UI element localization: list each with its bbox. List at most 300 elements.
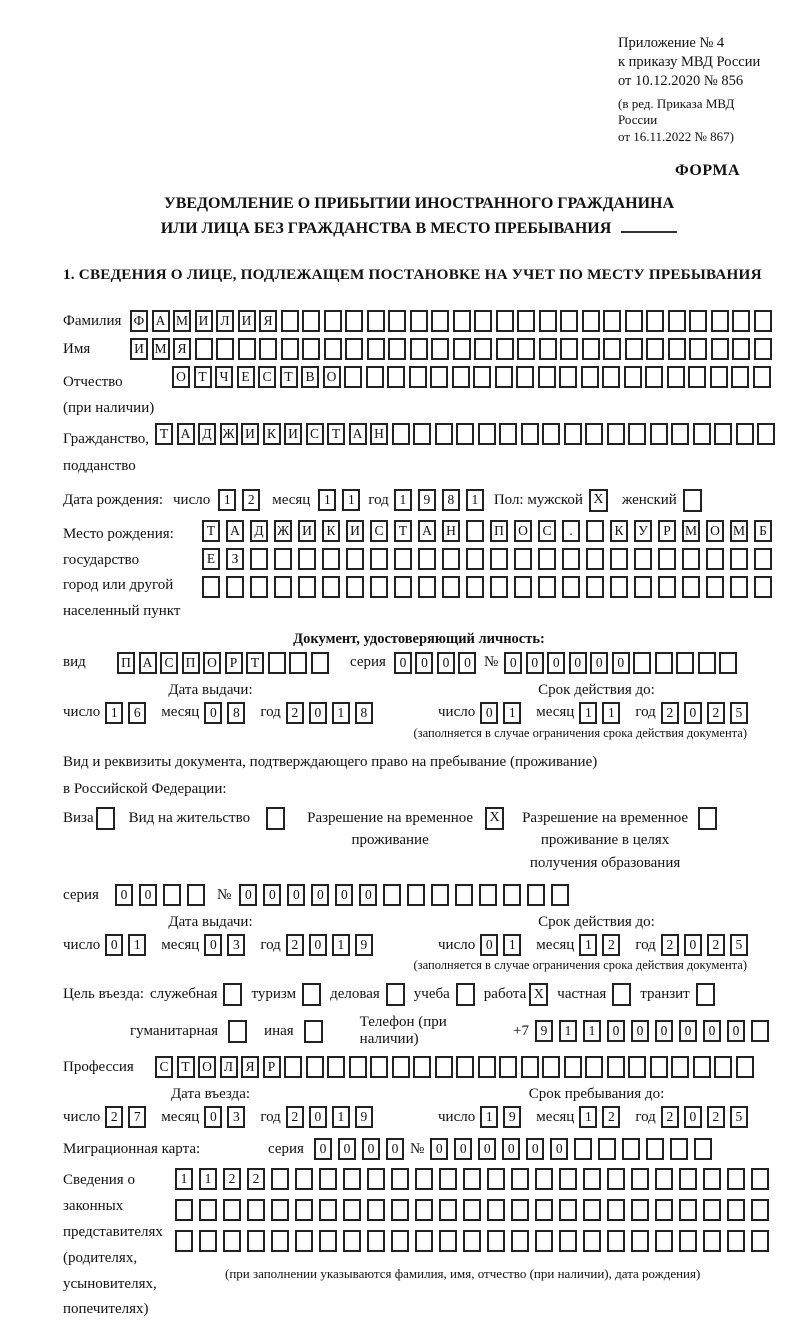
char-cell[interactable]: В bbox=[301, 366, 319, 388]
char-cell[interactable]: С bbox=[538, 520, 556, 542]
char-cell[interactable] bbox=[560, 310, 578, 332]
char-cell[interactable]: Л bbox=[216, 310, 234, 332]
char-cell[interactable]: И bbox=[298, 520, 316, 542]
char-cell[interactable]: 1 bbox=[105, 702, 123, 724]
char-cell[interactable]: 2 bbox=[247, 1168, 265, 1190]
char-cell[interactable]: С bbox=[155, 1056, 173, 1078]
char-cell[interactable]: 0 bbox=[309, 934, 327, 956]
char-cell[interactable]: 3 bbox=[227, 1106, 245, 1128]
char-cell[interactable]: А bbox=[177, 423, 195, 445]
char-cell[interactable] bbox=[751, 1230, 769, 1252]
char-cell[interactable]: 2 bbox=[286, 702, 304, 724]
char-cell[interactable] bbox=[732, 338, 750, 360]
char-cell[interactable] bbox=[271, 1230, 289, 1252]
char-cell[interactable] bbox=[413, 423, 431, 445]
char-cell[interactable]: 0 bbox=[362, 1138, 380, 1160]
char-cell[interactable] bbox=[562, 576, 580, 598]
char-cell[interactable] bbox=[163, 884, 181, 906]
purpose-transit-checkbox[interactable] bbox=[696, 983, 715, 1006]
char-cell[interactable]: Я bbox=[241, 1056, 259, 1078]
char-cell[interactable] bbox=[736, 423, 754, 445]
char-cell[interactable]: А bbox=[139, 652, 157, 674]
char-cell[interactable] bbox=[610, 548, 628, 570]
char-cell[interactable]: 0 bbox=[590, 652, 608, 674]
char-cell[interactable]: 1 bbox=[394, 489, 412, 511]
char-cell[interactable] bbox=[655, 1199, 673, 1221]
char-cell[interactable] bbox=[247, 1199, 265, 1221]
char-cell[interactable] bbox=[625, 338, 643, 360]
char-cell[interactable] bbox=[250, 576, 268, 598]
char-cell[interactable]: Т bbox=[327, 423, 345, 445]
char-cell[interactable] bbox=[670, 1138, 688, 1160]
char-cell[interactable]: 1 bbox=[602, 702, 620, 724]
purpose-humanitarian-checkbox[interactable] bbox=[228, 1020, 247, 1043]
char-cell[interactable] bbox=[727, 1168, 745, 1190]
char-cell[interactable]: Т bbox=[280, 366, 298, 388]
char-cell[interactable] bbox=[439, 1199, 457, 1221]
char-cell[interactable] bbox=[753, 366, 771, 388]
char-cell[interactable] bbox=[473, 366, 491, 388]
char-cell[interactable]: П bbox=[490, 520, 508, 542]
char-cell[interactable]: Ч bbox=[215, 366, 233, 388]
char-cell[interactable]: 8 bbox=[355, 702, 373, 724]
char-cell[interactable] bbox=[394, 548, 412, 570]
char-cell[interactable] bbox=[732, 310, 750, 332]
char-cell[interactable]: 5 bbox=[730, 934, 748, 956]
char-cell[interactable]: У bbox=[634, 520, 652, 542]
char-cell[interactable]: 9 bbox=[503, 1106, 521, 1128]
char-cell[interactable] bbox=[322, 576, 340, 598]
char-cell[interactable] bbox=[517, 310, 535, 332]
char-cell[interactable] bbox=[418, 548, 436, 570]
char-cell[interactable]: 0 bbox=[480, 934, 498, 956]
char-cell[interactable]: 0 bbox=[386, 1138, 404, 1160]
char-cell[interactable]: М bbox=[730, 520, 748, 542]
char-cell[interactable] bbox=[655, 1230, 673, 1252]
char-cell[interactable] bbox=[392, 1056, 410, 1078]
char-cell[interactable]: 1 bbox=[342, 489, 360, 511]
char-cell[interactable]: 0 bbox=[311, 884, 329, 906]
char-cell[interactable] bbox=[431, 338, 449, 360]
char-cell[interactable]: Т bbox=[202, 520, 220, 542]
char-cell[interactable]: 2 bbox=[707, 702, 725, 724]
char-cell[interactable]: 8 bbox=[227, 702, 245, 724]
char-cell[interactable] bbox=[711, 338, 729, 360]
char-cell[interactable] bbox=[216, 338, 234, 360]
char-cell[interactable]: 0 bbox=[526, 1138, 544, 1160]
char-cell[interactable] bbox=[655, 1168, 673, 1190]
char-cell[interactable]: Н bbox=[442, 520, 460, 542]
char-cell[interactable]: 0 bbox=[703, 1020, 721, 1042]
char-cell[interactable] bbox=[250, 548, 268, 570]
char-cell[interactable] bbox=[463, 1199, 481, 1221]
char-cell[interactable]: 2 bbox=[286, 934, 304, 956]
char-cell[interactable] bbox=[349, 1056, 367, 1078]
char-cell[interactable] bbox=[521, 1056, 539, 1078]
char-cell[interactable] bbox=[559, 366, 577, 388]
char-cell[interactable] bbox=[431, 310, 449, 332]
char-cell[interactable] bbox=[452, 366, 470, 388]
char-cell[interactable] bbox=[562, 548, 580, 570]
char-cell[interactable] bbox=[521, 423, 539, 445]
char-cell[interactable] bbox=[324, 310, 342, 332]
char-cell[interactable]: 0 bbox=[359, 884, 377, 906]
char-cell[interactable]: Ф bbox=[130, 310, 148, 332]
char-cell[interactable] bbox=[754, 548, 772, 570]
char-cell[interactable] bbox=[487, 1230, 505, 1252]
char-cell[interactable]: 0 bbox=[727, 1020, 745, 1042]
char-cell[interactable]: Е bbox=[237, 366, 255, 388]
char-cell[interactable] bbox=[319, 1230, 337, 1252]
char-cell[interactable]: 9 bbox=[535, 1020, 553, 1042]
edu-permit-checkbox[interactable] bbox=[698, 807, 717, 830]
char-cell[interactable] bbox=[646, 1138, 664, 1160]
char-cell[interactable]: 2 bbox=[242, 489, 260, 511]
char-cell[interactable] bbox=[466, 576, 484, 598]
char-cell[interactable] bbox=[539, 310, 557, 332]
char-cell[interactable]: 1 bbox=[579, 702, 597, 724]
char-cell[interactable] bbox=[383, 884, 401, 906]
char-cell[interactable] bbox=[603, 310, 621, 332]
char-cell[interactable]: 0 bbox=[335, 884, 353, 906]
char-cell[interactable]: Я bbox=[173, 338, 191, 360]
char-cell[interactable]: О bbox=[706, 520, 724, 542]
temp-permit-checkbox[interactable]: X bbox=[485, 807, 504, 830]
char-cell[interactable]: Н bbox=[370, 423, 388, 445]
char-cell[interactable]: П bbox=[117, 652, 135, 674]
char-cell[interactable] bbox=[538, 366, 556, 388]
char-cell[interactable]: И bbox=[241, 423, 259, 445]
char-cell[interactable]: 0 bbox=[502, 1138, 520, 1160]
char-cell[interactable] bbox=[693, 1056, 711, 1078]
char-cell[interactable] bbox=[503, 884, 521, 906]
char-cell[interactable] bbox=[394, 576, 412, 598]
char-cell[interactable] bbox=[410, 338, 428, 360]
char-cell[interactable] bbox=[456, 423, 474, 445]
char-cell[interactable] bbox=[582, 338, 600, 360]
char-cell[interactable]: 1 bbox=[559, 1020, 577, 1042]
char-cell[interactable] bbox=[538, 548, 556, 570]
char-cell[interactable] bbox=[689, 310, 707, 332]
char-cell[interactable] bbox=[479, 884, 497, 906]
char-cell[interactable] bbox=[295, 1168, 313, 1190]
char-cell[interactable] bbox=[610, 576, 628, 598]
char-cell[interactable] bbox=[583, 1168, 601, 1190]
char-cell[interactable] bbox=[751, 1020, 769, 1042]
char-cell[interactable]: П bbox=[182, 652, 200, 674]
char-cell[interactable] bbox=[453, 338, 471, 360]
char-cell[interactable]: 0 bbox=[684, 1106, 702, 1128]
char-cell[interactable]: 0 bbox=[105, 934, 123, 956]
char-cell[interactable] bbox=[456, 1056, 474, 1078]
char-cell[interactable] bbox=[586, 576, 604, 598]
char-cell[interactable]: 1 bbox=[218, 489, 236, 511]
char-cell[interactable]: Д bbox=[198, 423, 216, 445]
char-cell[interactable]: О bbox=[203, 652, 221, 674]
char-cell[interactable] bbox=[564, 423, 582, 445]
char-cell[interactable] bbox=[392, 423, 410, 445]
char-cell[interactable] bbox=[710, 366, 728, 388]
char-cell[interactable] bbox=[676, 652, 694, 674]
char-cell[interactable] bbox=[682, 576, 700, 598]
char-cell[interactable] bbox=[668, 338, 686, 360]
purpose-other-checkbox[interactable] bbox=[304, 1020, 323, 1043]
char-cell[interactable]: 2 bbox=[661, 702, 679, 724]
char-cell[interactable]: 0 bbox=[314, 1138, 332, 1160]
char-cell[interactable] bbox=[175, 1230, 193, 1252]
char-cell[interactable] bbox=[284, 1056, 302, 1078]
char-cell[interactable] bbox=[706, 548, 724, 570]
char-cell[interactable] bbox=[754, 310, 772, 332]
char-cell[interactable] bbox=[370, 548, 388, 570]
char-cell[interactable] bbox=[346, 548, 364, 570]
char-cell[interactable] bbox=[655, 652, 673, 674]
char-cell[interactable] bbox=[199, 1230, 217, 1252]
char-cell[interactable] bbox=[671, 423, 689, 445]
purpose-private-checkbox[interactable] bbox=[612, 983, 631, 1006]
char-cell[interactable] bbox=[698, 652, 716, 674]
char-cell[interactable]: Т bbox=[246, 652, 264, 674]
char-cell[interactable] bbox=[754, 576, 772, 598]
char-cell[interactable]: 1 bbox=[579, 1106, 597, 1128]
char-cell[interactable] bbox=[322, 548, 340, 570]
char-cell[interactable] bbox=[496, 310, 514, 332]
char-cell[interactable] bbox=[542, 1056, 560, 1078]
char-cell[interactable]: К bbox=[263, 423, 281, 445]
char-cell[interactable] bbox=[343, 1199, 361, 1221]
char-cell[interactable] bbox=[679, 1230, 697, 1252]
char-cell[interactable] bbox=[344, 366, 362, 388]
char-cell[interactable] bbox=[274, 548, 292, 570]
char-cell[interactable] bbox=[370, 576, 388, 598]
char-cell[interactable]: 9 bbox=[355, 1106, 373, 1128]
char-cell[interactable] bbox=[407, 884, 425, 906]
char-cell[interactable] bbox=[624, 366, 642, 388]
char-cell[interactable] bbox=[607, 1199, 625, 1221]
char-cell[interactable] bbox=[539, 338, 557, 360]
char-cell[interactable] bbox=[514, 548, 532, 570]
char-cell[interactable]: И bbox=[284, 423, 302, 445]
char-cell[interactable] bbox=[195, 338, 213, 360]
char-cell[interactable]: 0 bbox=[415, 652, 433, 674]
char-cell[interactable] bbox=[499, 423, 517, 445]
char-cell[interactable] bbox=[295, 1199, 313, 1221]
char-cell[interactable] bbox=[535, 1199, 553, 1221]
char-cell[interactable] bbox=[478, 423, 496, 445]
char-cell[interactable] bbox=[585, 423, 603, 445]
char-cell[interactable]: 1 bbox=[503, 702, 521, 724]
char-cell[interactable]: 0 bbox=[550, 1138, 568, 1160]
char-cell[interactable] bbox=[560, 338, 578, 360]
char-cell[interactable] bbox=[727, 1199, 745, 1221]
char-cell[interactable] bbox=[535, 1230, 553, 1252]
char-cell[interactable] bbox=[646, 310, 664, 332]
char-cell[interactable] bbox=[388, 310, 406, 332]
char-cell[interactable] bbox=[311, 652, 329, 674]
visa-checkbox[interactable] bbox=[96, 807, 115, 830]
char-cell[interactable]: 1 bbox=[480, 1106, 498, 1128]
char-cell[interactable]: 0 bbox=[655, 1020, 673, 1042]
char-cell[interactable]: 0 bbox=[437, 652, 455, 674]
char-cell[interactable] bbox=[367, 1168, 385, 1190]
char-cell[interactable]: 1 bbox=[175, 1168, 193, 1190]
char-cell[interactable] bbox=[366, 366, 384, 388]
char-cell[interactable]: Ж bbox=[220, 423, 238, 445]
char-cell[interactable] bbox=[634, 576, 652, 598]
char-cell[interactable] bbox=[343, 1230, 361, 1252]
char-cell[interactable] bbox=[631, 1199, 649, 1221]
char-cell[interactable] bbox=[175, 1199, 193, 1221]
char-cell[interactable]: 0 bbox=[430, 1138, 448, 1160]
char-cell[interactable]: Р bbox=[658, 520, 676, 542]
char-cell[interactable]: 3 bbox=[227, 934, 245, 956]
char-cell[interactable]: 6 bbox=[128, 702, 146, 724]
char-cell[interactable] bbox=[238, 338, 256, 360]
char-cell[interactable] bbox=[319, 1168, 337, 1190]
char-cell[interactable]: 0 bbox=[239, 884, 257, 906]
char-cell[interactable] bbox=[583, 1199, 601, 1221]
char-cell[interactable] bbox=[247, 1230, 265, 1252]
char-cell[interactable] bbox=[345, 338, 363, 360]
char-cell[interactable] bbox=[298, 576, 316, 598]
char-cell[interactable] bbox=[327, 1056, 345, 1078]
char-cell[interactable] bbox=[455, 884, 473, 906]
char-cell[interactable] bbox=[603, 338, 621, 360]
char-cell[interactable]: Е bbox=[202, 548, 220, 570]
char-cell[interactable] bbox=[487, 1168, 505, 1190]
char-cell[interactable]: 0 bbox=[115, 884, 133, 906]
char-cell[interactable]: И bbox=[346, 520, 364, 542]
char-cell[interactable] bbox=[435, 423, 453, 445]
char-cell[interactable] bbox=[295, 1230, 313, 1252]
char-cell[interactable] bbox=[559, 1230, 577, 1252]
char-cell[interactable]: 2 bbox=[661, 1106, 679, 1128]
char-cell[interactable] bbox=[535, 1168, 553, 1190]
char-cell[interactable] bbox=[490, 576, 508, 598]
char-cell[interactable] bbox=[714, 1056, 732, 1078]
char-cell[interactable]: 0 bbox=[338, 1138, 356, 1160]
char-cell[interactable] bbox=[658, 576, 676, 598]
char-cell[interactable] bbox=[622, 1138, 640, 1160]
char-cell[interactable]: 0 bbox=[547, 652, 565, 674]
char-cell[interactable] bbox=[754, 338, 772, 360]
char-cell[interactable] bbox=[302, 338, 320, 360]
char-cell[interactable] bbox=[343, 1168, 361, 1190]
char-cell[interactable] bbox=[679, 1168, 697, 1190]
char-cell[interactable] bbox=[487, 1199, 505, 1221]
char-cell[interactable] bbox=[719, 652, 737, 674]
char-cell[interactable]: 0 bbox=[309, 1106, 327, 1128]
char-cell[interactable]: З bbox=[226, 548, 244, 570]
char-cell[interactable]: 1 bbox=[199, 1168, 217, 1190]
char-cell[interactable]: 0 bbox=[394, 652, 412, 674]
char-cell[interactable]: 5 bbox=[730, 1106, 748, 1128]
char-cell[interactable] bbox=[495, 366, 513, 388]
char-cell[interactable] bbox=[730, 576, 748, 598]
char-cell[interactable]: М bbox=[152, 338, 170, 360]
char-cell[interactable]: 1 bbox=[332, 702, 350, 724]
char-cell[interactable] bbox=[671, 1056, 689, 1078]
char-cell[interactable] bbox=[667, 366, 685, 388]
char-cell[interactable]: 1 bbox=[332, 934, 350, 956]
char-cell[interactable]: А bbox=[226, 520, 244, 542]
char-cell[interactable]: Т bbox=[394, 520, 412, 542]
char-cell[interactable] bbox=[387, 366, 405, 388]
char-cell[interactable]: И bbox=[130, 338, 148, 360]
char-cell[interactable] bbox=[466, 520, 484, 542]
char-cell[interactable]: Т bbox=[194, 366, 212, 388]
char-cell[interactable]: 1 bbox=[332, 1106, 350, 1128]
char-cell[interactable] bbox=[607, 1230, 625, 1252]
char-cell[interactable]: 5 bbox=[730, 702, 748, 724]
char-cell[interactable]: Т bbox=[155, 423, 173, 445]
char-cell[interactable] bbox=[727, 1230, 745, 1252]
char-cell[interactable]: 1 bbox=[583, 1020, 601, 1042]
char-cell[interactable]: 2 bbox=[661, 934, 679, 956]
char-cell[interactable]: 0 bbox=[263, 884, 281, 906]
char-cell[interactable] bbox=[415, 1168, 433, 1190]
char-cell[interactable] bbox=[346, 576, 364, 598]
char-cell[interactable] bbox=[703, 1168, 721, 1190]
char-cell[interactable] bbox=[634, 548, 652, 570]
char-cell[interactable]: А bbox=[349, 423, 367, 445]
char-cell[interactable]: 1 bbox=[579, 934, 597, 956]
char-cell[interactable] bbox=[324, 338, 342, 360]
char-cell[interactable] bbox=[581, 366, 599, 388]
char-cell[interactable] bbox=[527, 884, 545, 906]
residence-permit-checkbox[interactable] bbox=[266, 807, 285, 830]
char-cell[interactable] bbox=[463, 1230, 481, 1252]
char-cell[interactable] bbox=[607, 423, 625, 445]
char-cell[interactable] bbox=[517, 338, 535, 360]
char-cell[interactable] bbox=[281, 310, 299, 332]
sex-female-checkbox[interactable] bbox=[683, 489, 702, 512]
char-cell[interactable] bbox=[511, 1168, 529, 1190]
char-cell[interactable]: 2 bbox=[707, 934, 725, 956]
char-cell[interactable] bbox=[682, 548, 700, 570]
char-cell[interactable] bbox=[345, 310, 363, 332]
char-cell[interactable] bbox=[551, 884, 569, 906]
char-cell[interactable] bbox=[199, 1199, 217, 1221]
char-cell[interactable] bbox=[693, 423, 711, 445]
char-cell[interactable] bbox=[430, 366, 448, 388]
char-cell[interactable] bbox=[628, 1056, 646, 1078]
char-cell[interactable] bbox=[559, 1168, 577, 1190]
char-cell[interactable]: М bbox=[682, 520, 700, 542]
char-cell[interactable]: Р bbox=[225, 652, 243, 674]
char-cell[interactable] bbox=[474, 338, 492, 360]
char-cell[interactable] bbox=[306, 1056, 324, 1078]
char-cell[interactable]: 0 bbox=[684, 934, 702, 956]
char-cell[interactable] bbox=[625, 310, 643, 332]
char-cell[interactable]: . bbox=[562, 520, 580, 542]
char-cell[interactable]: С bbox=[258, 366, 276, 388]
char-cell[interactable] bbox=[439, 1168, 457, 1190]
char-cell[interactable] bbox=[631, 1230, 649, 1252]
char-cell[interactable]: 8 bbox=[442, 489, 460, 511]
char-cell[interactable]: 0 bbox=[204, 702, 222, 724]
char-cell[interactable]: М bbox=[173, 310, 191, 332]
char-cell[interactable]: 1 bbox=[128, 934, 146, 956]
char-cell[interactable] bbox=[703, 1230, 721, 1252]
char-cell[interactable]: 0 bbox=[139, 884, 157, 906]
char-cell[interactable] bbox=[645, 366, 663, 388]
char-cell[interactable] bbox=[442, 548, 460, 570]
char-cell[interactable]: 0 bbox=[607, 1020, 625, 1042]
char-cell[interactable] bbox=[223, 1199, 241, 1221]
char-cell[interactable]: О bbox=[198, 1056, 216, 1078]
char-cell[interactable] bbox=[478, 1056, 496, 1078]
